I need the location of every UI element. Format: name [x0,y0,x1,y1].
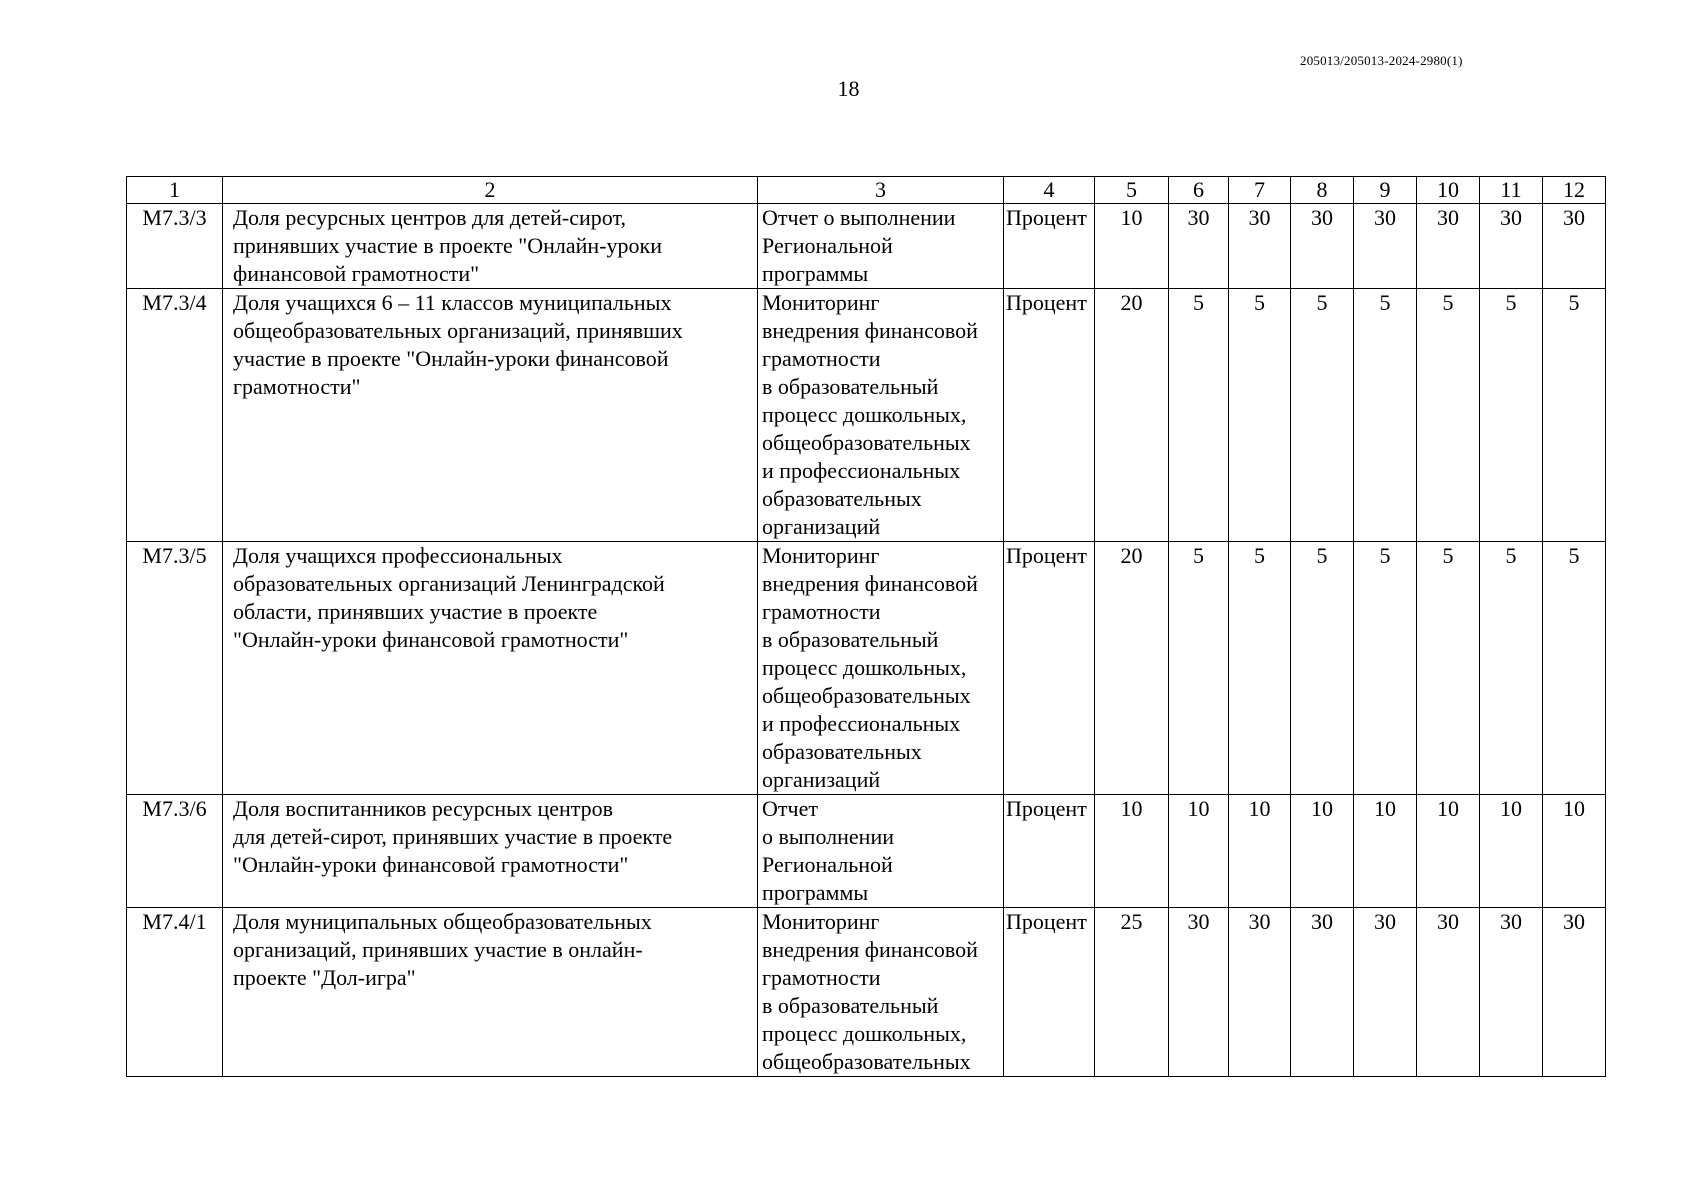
header-cell: 10 [1417,177,1480,204]
table-row [127,204,1606,289]
indicator-name-line: участие в проекте "Онлайн-уроки финансовой [233,346,669,371]
data-source-line: общеобразовательных [762,683,971,708]
data-source-line: процесс дошкольных, [762,402,967,427]
data-source [758,908,1004,1077]
data-source-line: внедрения финансовой [762,571,978,596]
data-source-line: образовательных [762,486,922,511]
data-source-line: в образовательный [762,627,939,652]
value-cell: 5 [1417,289,1480,542]
indicator-code: М7.3/4 [127,289,223,542]
data-source-line: Мониторинг [762,909,880,934]
unit-of-measure: Процент [1004,908,1095,1077]
data-source-line: и профессиональных [762,711,961,736]
value-cell: 30 [1480,908,1543,1077]
indicator-code: М7.3/3 [127,204,223,289]
data-source-line: и профессиональных [762,458,961,483]
data-source-line: о выполнении [762,824,894,849]
value-cell: 20 [1095,542,1169,795]
data-source-line: грамотности [762,599,881,624]
indicator-name-line: "Онлайн-уроки финансовой грамотности" [233,627,629,652]
value-cell: 5 [1480,289,1543,542]
value-cell: 10 [1291,795,1354,908]
value-cell: 10 [1480,795,1543,908]
data-source-line: организаций [762,514,881,539]
indicator-name-line: общеобразовательных организаций, принявших [233,318,683,343]
indicator-name-line: Доля воспитанников ресурсных центров [233,796,614,821]
unit-of-measure: Процент [1004,289,1095,542]
data-source-line: внедрения финансовой [762,937,978,962]
value-cell: 30 [1354,204,1417,289]
table-row [127,289,1606,542]
data-source [758,289,1004,542]
table-row [127,908,1606,1077]
value-cell: 5 [1291,542,1354,795]
value-cell: 5 [1354,289,1417,542]
value-cell: 5 [1229,542,1291,795]
header-cell: 8 [1291,177,1354,204]
table-row [127,542,1606,795]
indicator-name-line: Доля муниципальных общеобразовательных [233,909,652,934]
value-cell: 30 [1291,204,1354,289]
unit-of-measure: Процент [1004,795,1095,908]
data-source-line: в образовательный [762,374,939,399]
indicator-name-line: "Онлайн-уроки финансовой грамотности" [233,852,629,877]
table-body [127,177,1606,1077]
header-cell: 6 [1169,177,1229,204]
indicator-name-line: Доля ресурсных центров для детей-сирот, [233,205,626,230]
data-source-line: программы [762,880,869,905]
value-cell: 10 [1095,204,1169,289]
header-cell: 12 [1543,177,1606,204]
indicator-name [223,542,758,795]
header-cell: 4 [1004,177,1095,204]
data-source-line: процесс дошкольных, [762,1021,967,1046]
value-cell: 5 [1543,542,1606,795]
value-cell: 30 [1169,908,1229,1077]
data-source-line: внедрения финансовой [762,318,978,343]
value-cell: 30 [1480,204,1543,289]
value-cell: 5 [1354,542,1417,795]
indicators-table [126,176,1606,1077]
data-source-line: программы [762,261,869,286]
header-row [127,177,1606,204]
data-source-line: грамотности [762,346,881,371]
data-source-line: Мониторинг [762,543,880,568]
value-cell: 5 [1417,542,1480,795]
value-cell: 30 [1543,204,1606,289]
value-cell: 30 [1417,204,1480,289]
indicator-name [223,908,758,1077]
table-row [127,795,1606,908]
value-cell: 5 [1480,542,1543,795]
indicator-name-line: Доля учащихся 6 – 11 классов муниципальных [233,290,672,315]
indicator-name-line: Доля учащихся профессиональных [233,543,563,568]
value-cell: 30 [1354,908,1417,1077]
data-source [758,204,1004,289]
indicator-code: М7.3/6 [127,795,223,908]
indicator-name [223,795,758,908]
data-source-line: в образовательный [762,993,939,1018]
header-cell: 11 [1480,177,1543,204]
data-source-line: Отчет о выполнении [762,205,956,230]
indicator-code: М7.3/5 [127,542,223,795]
value-cell: 25 [1095,908,1169,1077]
data-source [758,795,1004,908]
indicator-name-line: принявших участие в проекте "Онлайн-уроки [233,233,662,258]
indicator-name [223,204,758,289]
data-source-line: Региональной [762,233,893,258]
indicator-name-line: образовательных организаций Ленинградской [233,571,665,596]
indicator-name [223,289,758,542]
indicator-name-line: проекте "Дол-игра" [233,965,416,990]
header-cell: 5 [1095,177,1169,204]
value-cell: 30 [1417,908,1480,1077]
value-cell: 10 [1095,795,1169,908]
value-cell: 10 [1354,795,1417,908]
value-cell: 5 [1291,289,1354,542]
unit-of-measure: Процент [1004,204,1095,289]
data-source-line: Мониторинг [762,290,880,315]
document-id: 205013/205013-2024-2980(1) [1300,53,1463,68]
value-cell: 5 [1169,289,1229,542]
unit-of-measure: Процент [1004,542,1095,795]
header-cell: 3 [758,177,1004,204]
value-cell: 10 [1543,795,1606,908]
indicator-name-line: грамотности" [233,374,361,399]
value-cell: 30 [1291,908,1354,1077]
data-source-line: организаций [762,767,881,792]
header-cell: 1 [127,177,223,204]
indicator-name-line: финансовой грамотности" [233,261,480,286]
value-cell: 5 [1543,289,1606,542]
page-number: 18 [837,76,860,101]
data-source [758,542,1004,795]
value-cell: 30 [1229,908,1291,1077]
value-cell: 30 [1229,204,1291,289]
indicator-code: М7.4/1 [127,908,223,1077]
value-cell: 10 [1169,795,1229,908]
data-source-line: процесс дошкольных, [762,655,967,680]
value-cell: 20 [1095,289,1169,542]
data-source-line: Региональной [762,852,893,877]
data-source-line: общеобразовательных [762,430,971,455]
data-source-line: образовательных [762,739,922,764]
data-source-line: Отчет [762,796,818,821]
value-cell: 10 [1417,795,1480,908]
value-cell: 5 [1229,289,1291,542]
header-cell: 2 [223,177,758,204]
value-cell: 5 [1169,542,1229,795]
indicator-name-line: организаций, принявших участие в онлайн- [233,937,643,962]
value-cell: 30 [1169,204,1229,289]
value-cell: 10 [1229,795,1291,908]
indicator-name-line: для детей-сирот, принявших участие в проекте [233,824,673,849]
header-cell: 9 [1354,177,1417,204]
data-source-line: общеобразовательных [762,1049,971,1074]
indicator-name-line: области, принявших участие в проекте [233,599,598,624]
header-cell: 7 [1229,177,1291,204]
data-source-line: грамотности [762,965,881,990]
value-cell: 30 [1543,908,1606,1077]
